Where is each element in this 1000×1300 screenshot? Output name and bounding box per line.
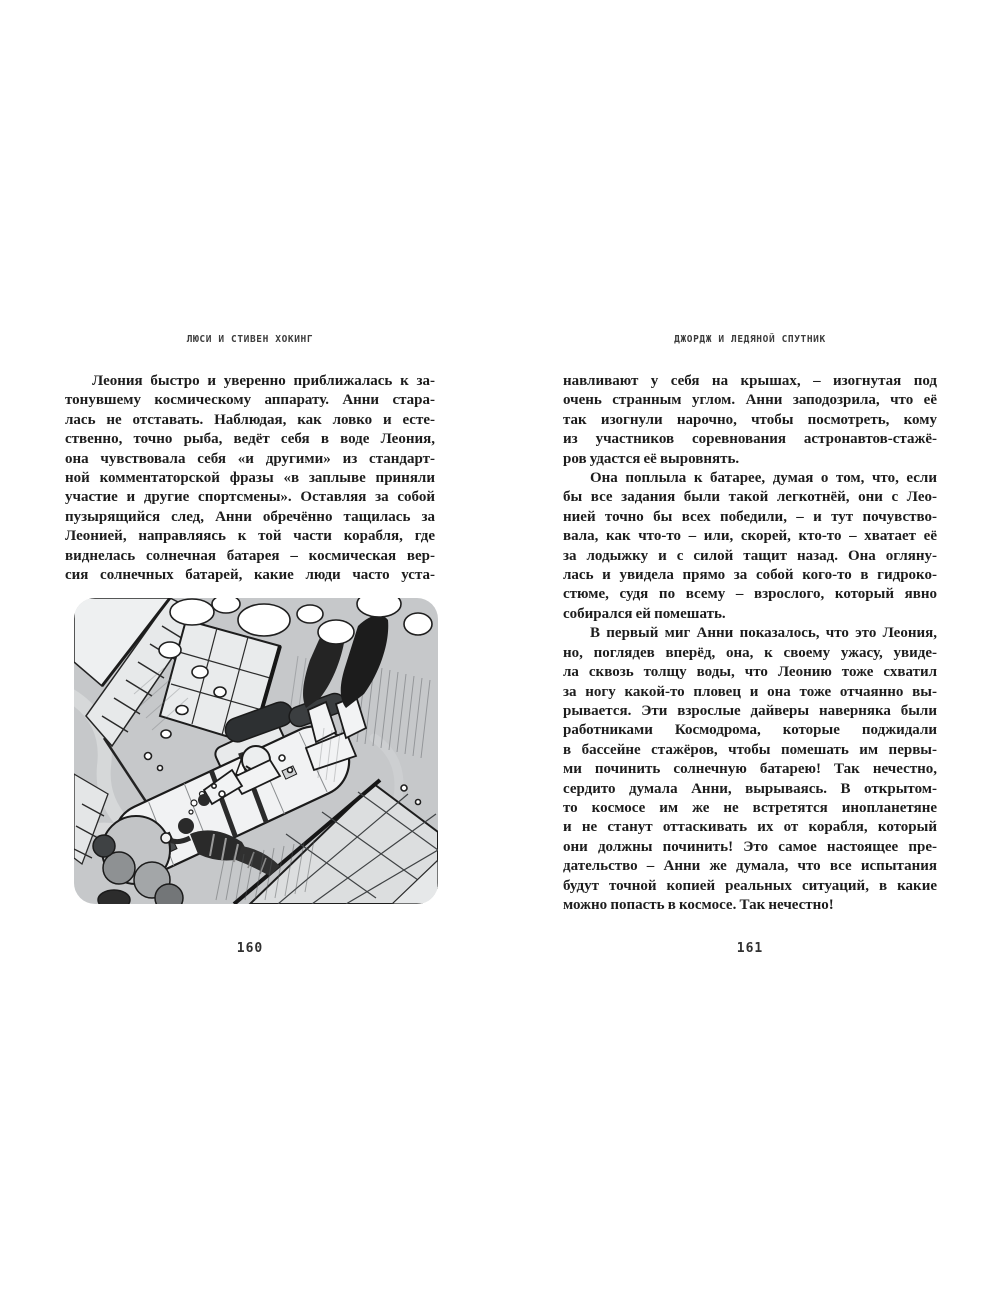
left-page-text xyxy=(65,372,435,585)
right-page xyxy=(563,0,937,1300)
right-page-text xyxy=(563,372,937,915)
left-page-number: 160 xyxy=(236,941,264,956)
left-page xyxy=(65,0,435,1300)
text-line: участие и другие спортсмены». Оставляя за собой xyxy=(65,489,435,506)
text-line: В первый миг Анни показалось, что это Леония, xyxy=(590,625,937,642)
text-line: собирался ей помешать. xyxy=(563,605,726,622)
text-line: Леонией, направляясь к той части корабля, где xyxy=(65,528,435,545)
text-line: сия солнечных батарей, какие люди часто уста- xyxy=(65,567,435,584)
text-line: Она поплыла к батарее, думая о том, что, если xyxy=(590,470,937,487)
text-line: Леония быстро и уверенно приближалась к за- xyxy=(92,373,435,389)
text-line: сердито думала Анни, вырываясь. В открытом- xyxy=(563,780,937,797)
text-line: ров удастся её выровнять. xyxy=(563,450,740,467)
text-line: лась не отставать. Наблюдая, как ловко и есте- xyxy=(65,411,435,428)
text-line: за ногу какой-то пловец и она тоже отчаянно вы- xyxy=(563,683,937,700)
text-line: можно попасть в космосе. Так нечестно! xyxy=(563,896,834,913)
text-line: очень странным углом. Анни заподозрила, что её xyxy=(563,392,937,409)
diver-hand xyxy=(198,794,210,806)
right-page-number: 161 xyxy=(736,941,764,956)
text-line: она чувствовала себя «и другими» из стандарт- xyxy=(65,450,435,467)
text-line: будут точной копией реальных ситуаций, в какие xyxy=(563,877,937,894)
text-line: и не станут оттаскивать их от корабля, который xyxy=(563,819,937,836)
text-line: ми починить солнечную батарею! Так нечестно, xyxy=(563,761,937,778)
right-running-header: ДЖОРДЖ И ЛЕДЯНОЙ СПУТНИК xyxy=(674,334,826,345)
text-line: в бассейне стажёров, чтобы помешать им первы- xyxy=(563,741,937,758)
text-line: дательство – Анни же думала, что все испытания xyxy=(563,858,937,875)
text-line: работниками Космодрома, которые поджидали xyxy=(563,722,937,739)
illustration xyxy=(74,598,438,904)
text-line: бы все задания были такой легкотнёй, они с Лео- xyxy=(563,489,937,506)
text-line: нией точно бы всех победили, – и тут почувство- xyxy=(563,508,937,525)
text-line: за лодыжку и с силой тащит назад. Она огляну- xyxy=(563,547,937,564)
text-line: тонувшему космическому аппарату. Анни стара- xyxy=(65,392,435,409)
text-line: они должны починить! Это самое настоящее пре- xyxy=(563,838,937,855)
text-line: то космосе им же не встретятся инопланетяне xyxy=(563,799,937,816)
left-running-header: ЛЮСИ И СТИВЕН ХОКИНГ xyxy=(186,334,314,345)
text-line: ственно, точно рыба, ведёт себя в воде Леония, xyxy=(65,431,435,448)
text-line: ла сквозь толщу воды, что Леонию тоже схватил xyxy=(563,664,937,681)
text-line: рывается. Эти взрослые дайверы наверняка были xyxy=(563,702,937,719)
text-line: лась и увидела прямо за собой кого-то в гидроко- xyxy=(563,567,937,584)
text-line: но, поглядев вперёд, она, к своему ужасу, увиде- xyxy=(563,644,937,661)
text-line: вала, как что-то – или, скорей, кто-то – хватает её xyxy=(563,528,937,545)
text-line: пузырящийся след, Анни обречённо тащилась за xyxy=(65,508,435,525)
text-line: стюме, судя по всему – взрослого, который явно xyxy=(563,586,937,603)
text-line: виднелась солнечная батарея – космическая вер- xyxy=(65,547,435,564)
underwater-spacecraft-diver-illustration xyxy=(74,598,438,904)
text-line: так изогнули нарочно, чтобы посмотреть, кому xyxy=(563,411,937,428)
text-line: ной комментаторской фразы «в заплыве приняли xyxy=(65,470,435,487)
text-line: навливают у себя на крышах, – изогнутая под xyxy=(563,373,937,389)
text-line: из участников соревнования астронавтов-стажё- xyxy=(563,431,937,448)
